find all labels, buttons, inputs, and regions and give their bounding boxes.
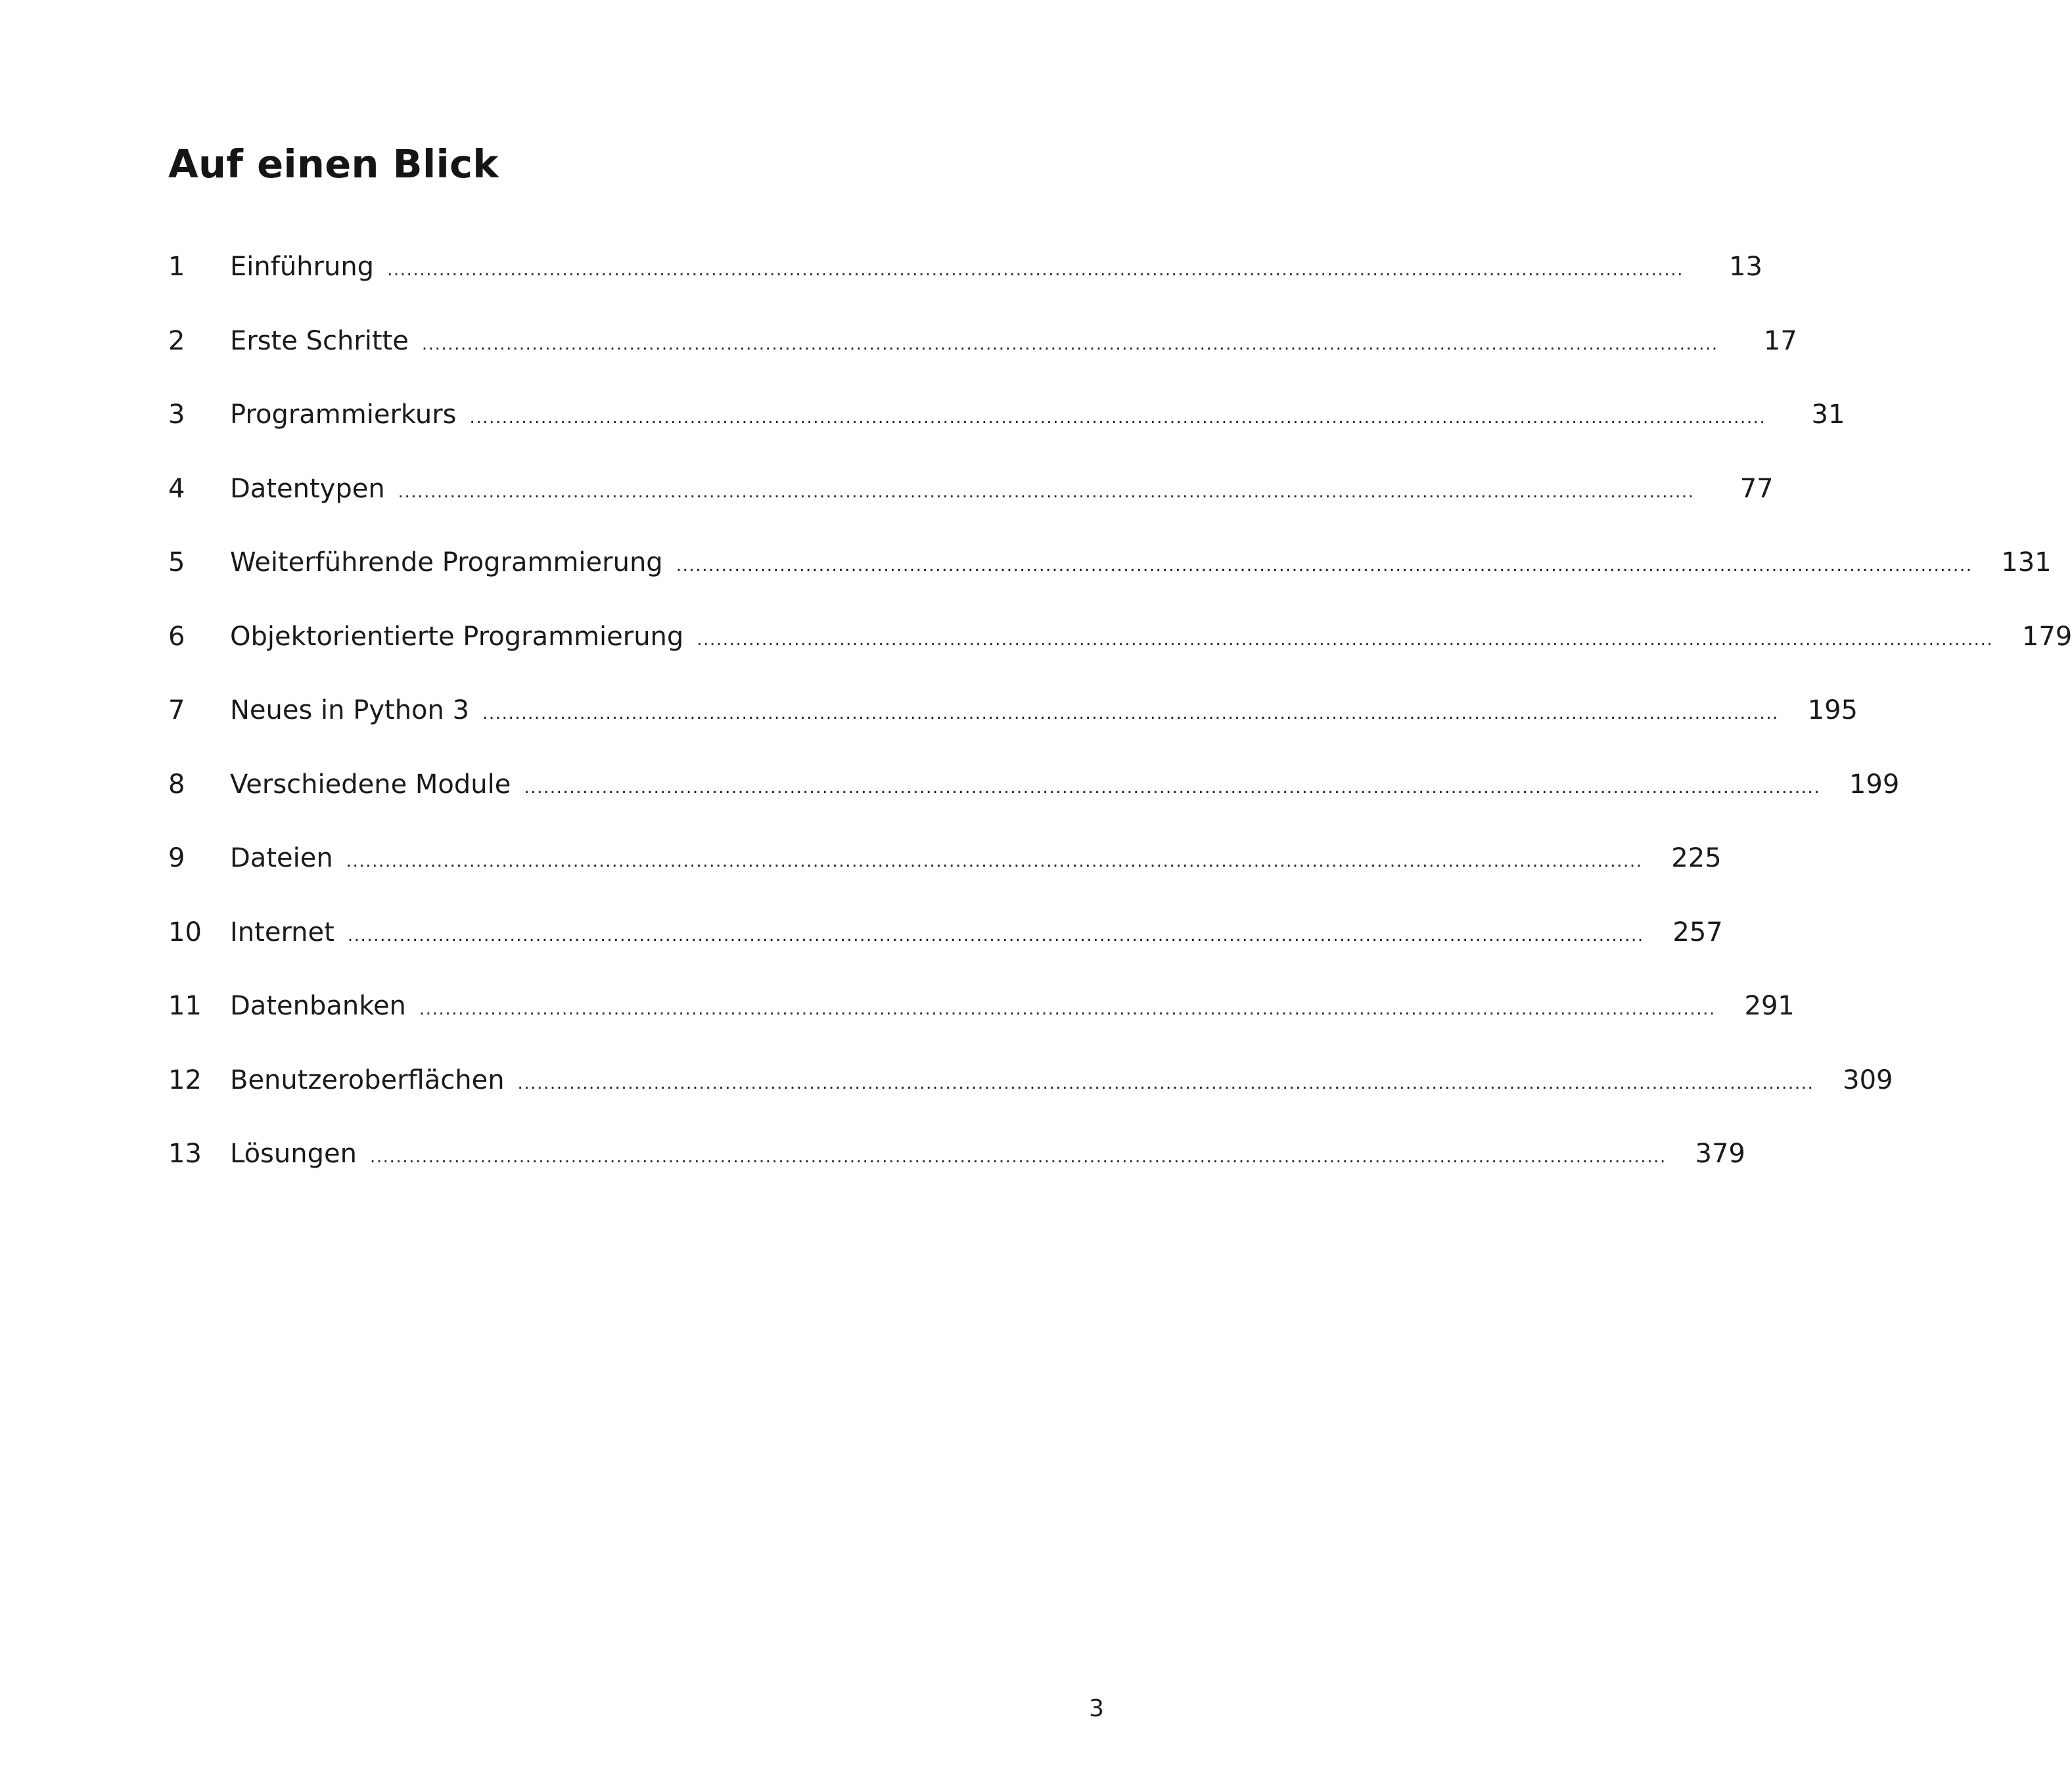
chapter-number: 2 — [168, 325, 185, 356]
chapter-number: 5 — [168, 547, 185, 578]
toc-entry — [168, 465, 1774, 539]
chapter-title: Weiterführende Programmierung — [230, 547, 663, 578]
chapter-number: 1 — [168, 252, 185, 282]
dot-leader: ........................................................................................................................................................................................................ — [517, 1073, 1814, 1093]
page-title: Auf einen Blick — [168, 141, 499, 187]
toc-entry — [168, 317, 1797, 392]
chapter-page: 77 — [1739, 473, 1774, 504]
toc-entry — [168, 1057, 1893, 1131]
toc-entry — [168, 539, 2052, 613]
chapter-number: 10 — [168, 917, 202, 947]
chapter-title: Verschiedene Module — [230, 769, 511, 800]
chapter-title: Programmierkurs — [230, 399, 457, 430]
dot-leader: ........................................................................................................................................................................................................ — [697, 629, 1994, 650]
toc-entry — [168, 687, 1858, 761]
dot-leader: ........................................................................................................................................................................................................ — [419, 999, 1716, 1019]
chapter-number: 4 — [168, 473, 185, 504]
dot-leader: ........................................................................................................................................................................................................ — [482, 704, 1779, 723]
chapter-number: 8 — [168, 769, 185, 800]
dot-leader: ........................................................................................................................................................................................................ — [524, 777, 1821, 798]
chapter-number: 3 — [168, 399, 185, 430]
chapter-number: 9 — [168, 843, 185, 873]
chapter-page: 131 — [2001, 547, 2052, 578]
chapter-page: 309 — [1843, 1064, 1893, 1095]
dot-leader: ........................................................................................................................................................................................................ — [387, 260, 1684, 280]
chapter-page: 31 — [1811, 399, 1845, 430]
chapter-page: 179 — [2021, 621, 2072, 652]
chapter-page: 13 — [1729, 252, 1762, 282]
chapter-title: Dateien — [230, 843, 333, 873]
chapter-title: Erste Schritte — [230, 325, 409, 356]
toc-entry — [168, 391, 1845, 465]
chapter-title: Benutzeroberflächen — [230, 1064, 505, 1095]
dot-leader: ........................................................................................................................................................................................................ — [676, 556, 1973, 576]
chapter-page: 17 — [1763, 325, 1797, 356]
toc-entry — [168, 834, 1722, 909]
chapter-title: Datenbanken — [230, 991, 406, 1021]
toc-entry — [168, 243, 1762, 317]
chapter-title: Datentypen — [230, 473, 385, 504]
table-of-contents — [168, 243, 2072, 1204]
chapter-page: 379 — [1695, 1139, 1745, 1169]
chapter-number: 7 — [168, 695, 185, 725]
chapter-number: 11 — [168, 991, 202, 1021]
chapter-title: Objektorientierte Programmierung — [230, 621, 684, 652]
toc-entry — [168, 909, 1723, 983]
dot-leader: ........................................................................................................................................................................................................ — [398, 482, 1695, 502]
chapter-number: 12 — [168, 1064, 202, 1095]
chapter-page: 291 — [1744, 991, 1795, 1021]
toc-entry — [168, 613, 2072, 687]
dot-leader: ........................................................................................................................................................................................................ — [421, 334, 1718, 354]
chapter-page: 257 — [1672, 917, 1723, 947]
chapter-page: 199 — [1849, 769, 1900, 800]
chapter-number: 6 — [168, 621, 185, 652]
page-number: 3 — [1089, 1695, 1104, 1722]
chapter-title: Internet — [230, 917, 334, 947]
dot-leader: ........................................................................................................................................................................................................ — [369, 1147, 1667, 1167]
toc-entry — [168, 982, 1795, 1057]
dot-leader: ........................................................................................................................................................................................................ — [347, 925, 1644, 946]
chapter-title: Lösungen — [230, 1139, 357, 1169]
toc-entry — [168, 761, 1900, 835]
chapter-number: 13 — [168, 1139, 202, 1169]
chapter-page: 195 — [1807, 695, 1858, 725]
dot-leader: ........................................................................................................................................................................................................ — [469, 408, 1766, 428]
chapter-page: 225 — [1671, 843, 1722, 873]
dot-leader: ........................................................................................................................................................................................................ — [346, 852, 1643, 871]
chapter-title: Neues in Python 3 — [230, 695, 470, 725]
chapter-title: Einführung — [230, 252, 375, 282]
toc-entry — [168, 1130, 1745, 1204]
